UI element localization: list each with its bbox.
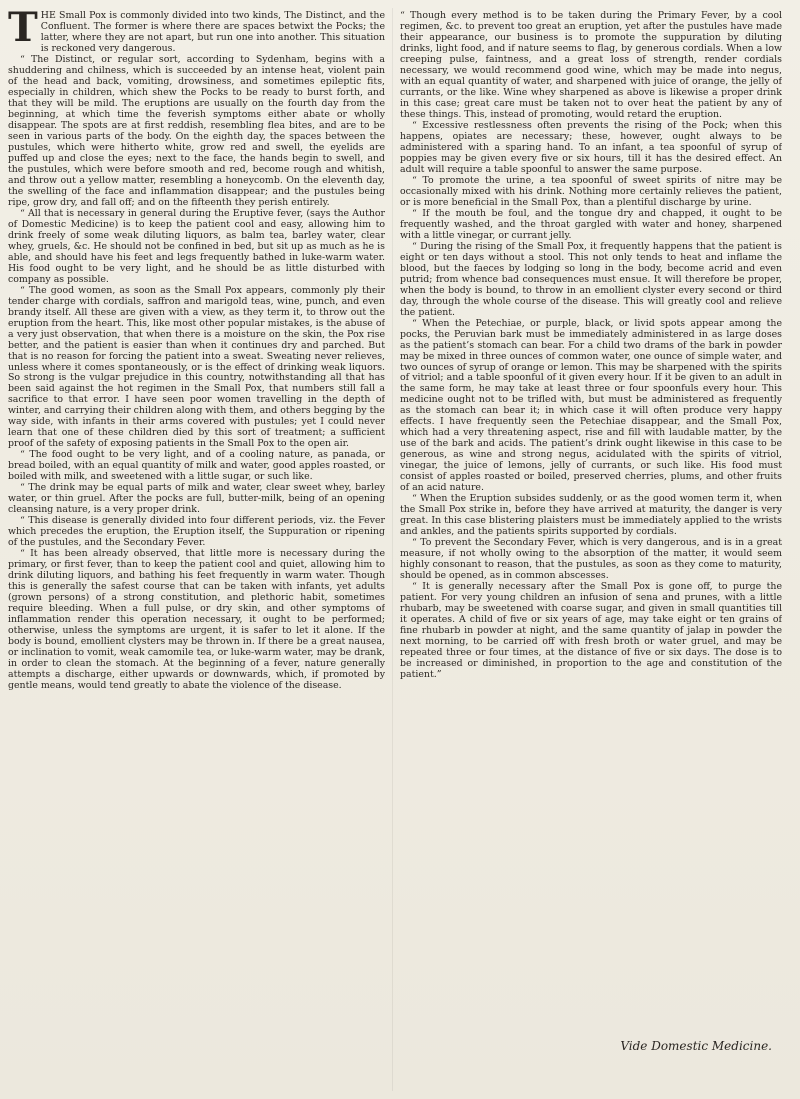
paragraph: “ During the rising of the Small Pox, it frequently happens that the patient is eight or ten days without a stool. This not only tends to heat and inflame the blood, but the faeces by lodging so long in the body, become acrid and even putrid; from whence bad consequences must ensue. It will therefore be proper, when the body is bound, to throw in an emollient clyster every second or third day, through the whole course of the disease. This will greatly cool and relieve the patient. [400,240,782,318]
paragraph: THE Small Pox is commonly divided into two kinds, The Distinct, and the Confluent. The former is where there are spaces betwixt the Pocks; the latter, where they are not apart, but run one into another. This situation is reckoned very dangerous. [8,10,385,54]
paragraph: “ The Distinct, or regular sort, according to Sydenham, begins with a shuddering and chilness, which is succeeded by an intense heat, violent pain of the head and back, vomiting, drowsiness, and sometimes epileptic fits, especially in children, which shew the Pocks to be ready to burst forth, and that they will be mild. The eruptions are usually on the fourth day from the beginning, at which time the feverish symptoms either abate or wholly disappear. The spots are at first reddish, resembling flea bites, and are to be seen in various parts of the body. On the eighth day, the spaces between the pustules, which were hitherto white, grow red and swell, the eyelids are puffed up and close the eyes; next to the face, the hands begin to swell, and the pustules, which were before smooth and red, become rough and whitish, and throw out a yellow matter, resembling a honeycomb. On the eleventh day, the swelling of the face and inflammation disappear; and the pustules being ripe, grow dry, and fall off; and on the fifteenth they perish entirely. [8,53,385,208]
column-divider [392,8,393,1091]
paragraph: “ This disease is generally divided into four different periods, viz. the Fever which precedes the eruption, the Eruption itself, the Suppuration or ripening of the pustules, and the Secondary Fever. [8,515,385,549]
source-citation: Vide Domestic Medicine. [620,1039,772,1053]
drop-cap: T [8,10,38,51]
left-column [8,10,385,1091]
paragraph: “ It has been already observed, that little more is necessary during the primary, or first fever, than to keep the patient cool and quiet, allowing him to drink diluting liquors, and bathing his feet frequently in warm water. Though this is generally the safest course that can be taken with infants, yet adults (grown persons) of a strong constitution, and plethoric habit, sometimes require bleeding. When a full pulse, or dry skin, and other symptoms of inflammation render this operation necessary, it ought to be performed; otherwise, unless the symptoms are urgent, it is safer to let it alone. If the body is bound, emollient clysters may be thrown in. If there be a great nausea, or inclination to vomit, weak camomile tea, or luke-warm water, may be drank, in order to clean the stomach. At the beginning of a fever, nature generally attempts a discharge, either upwards or downwards, which, if promoted by gentle means, would tend greatly to abate the violence of the disease. [8,548,385,692]
paragraph: “ All that is necessary in general during the Eruptive fever, (says the Author of Domestic Medicine) is to keep the patient cool and easy, allowing him to drink freely of some weak diluting liquors, as balm tea, barley water, clear whey, gruels, &c. He should not be confined in bed, but sit up as much as he is able, and should have his feet and legs frequently bathed in luke-warm water. His food ought to be very light, and he should be as little disturbed with company as possible. [8,207,385,285]
paragraph: “ The good women, as soon as the Small Pox appears, commonly ply their tender charge with cordials, saffron and marigold teas, wine, punch, and even brandy itself. All these are given with a view, as they term it, to throw out the eruption from the heart. This, like most other popular mistakes, is the abuse of a very just observation, that when there is a moisture on the skin, the Pox rise better, and the patient is easier than when it continues dry and parched. But that is no reason for forcing the patient into a sweat. Sweating never relieves, unless where it comes spontaneously, or is the effect of drinking weak liquors. So strong is the vulgar prejudice in this country, notwithstanding all that has been said against the hot regimen in the Small Pox, that numbers still fall a sacrifice to that error. I have seen poor women travelling in the depth of winter, and carrying their children along with them, and others begging by the way side, with infants in their arms covered with pustules; yet I could never learn that one of these children died by this sort of treatment; a sufficient proof of the safety of exposing patients in the Small Pox to the open air. [8,284,385,450]
paragraph: “ To promote the urine, a tea spoonful of sweet spirits of nitre may be occasionally mixed with his drink. Nothing more certainly relieves the patient, or is more beneficial in the Small Pox, than a plentiful discharge by urine. [400,174,782,208]
paragraph: “ It is generally necessary after the Small Pox is gone off, to purge the patient. For very young children an infusion of sena and prunes, with a little rhubarb, may be sweetened with coarse sugar, and given in small quantities till it operates. A child of five or six years of age, may take eight or ten grains of fine rhubarb in powder at night, and the same quantity of jalap in powder the next morning, to be carried off with fresh broth or water gruel, and may be repeated three or four times, at the distance of five or six days. The dose is to be increased or diminished, in proportion to the age and constitution of the patient.” [400,581,782,681]
paragraph: “ The drink may be equal parts of milk and water, clear sweet whey, barley water, or thin gruel. After the pocks are full, butter-milk, being of an opening cleansing nature, is a very proper drink. [8,482,385,516]
paragraph: “ The food ought to be very light, and of a cooling nature, as panada, or bread boiled, with an equal quantity of milk and water, good apples roasted, or boiled with milk, and sweetened with a little sugar, or such like. [8,449,385,483]
paragraph: “ Though every method is to be taken during the Primary Fever, by a cool regimen, &c. to prevent too great an eruption, yet after the pustules have made their appearance, our business is to promote the suppuration by diluting drinks, light food, and if nature seems to flag, by generous cordials. When a low creeping pulse, faintness, and a great loss of strength, render cordials necessary, we would recommend good wine, which may be made into negus, with an equal quantity of water, and sharpened with juice of orange, the jelly of currants, or the like. Wine whey sharpened as above is likewise a proper drink in this case; great care must be taken not to over heat the patient by any of these things. This, instead of promoting, would retard the eruption. [400,10,782,120]
right-column [400,10,782,1091]
paragraph: “ Excessive restlessness often prevents the rising of the Pock; when this happens, opiates are necessary; these, however, ought always to be administered with a sparing hand. To an infant, a tea spoonful of syrup of poppies may be given every five or six hours, till it has the desired effect. An adult will require a table spoonful to answer the same purpose. [400,119,782,175]
paragraph: “ If the mouth be foul, and the tongue dry and chapped, it ought to be frequently washed, and the throat gargled with water and honey, sharpened with a little vinegar, or currant jelly. [400,207,782,241]
paragraph: “ When the Eruption subsides suddenly, or as the good women term it, when the Small Pox strike in, before they have arrived at maturity, the danger is very great. In this case blistering plaisters must be immediately applied to the wrists and ankles, and the patients spirits supported by cordials. [400,493,782,538]
paragraph: “ To prevent the Secondary Fever, which is very dangerous, and is in a great measure, if not wholly owing to the absorption of the matter, it would seem highly consonant to reason, that the pustules, as soon as they come to maturity, should be opened, as in common abscesses. [400,537,782,582]
paragraph: “ When the Petechiae, or purple, black, or livid spots appear among the pocks, the Peruvian bark must be immediately administered in as large doses as the patient’s stomach can bear. For a child two drams of the bark in powder may be mixed in three ounces of common water, one ounce of simple water, and two ounces of syrup of orange or lemon. This may be sharpened with the spirits of vitriol; and a table spoonful of it given every hour. If it be given to an adult in the same form, he may take at least three or four spoonfuls every hour. This medicine ought not to be trifled with, but must be administered as frequently as the stomach can bear it; in which case it will often produce very happy effects. I have frequently seen the Petechiae disappear, and the Small Pox, which had a very threatening aspect, rise and fill with laudable matter, by the use of the bark and acids. The patient’s drink ought likewise in this case to be generous, as wine and strong negus, acidulated with the spirits of vitriol, vinegar, the juice of lemons, jelly of currants, or such like. His food must consist of apples roasted or boiled, preserved cherries, plums, and other fruits of an acid nature. [400,317,782,494]
